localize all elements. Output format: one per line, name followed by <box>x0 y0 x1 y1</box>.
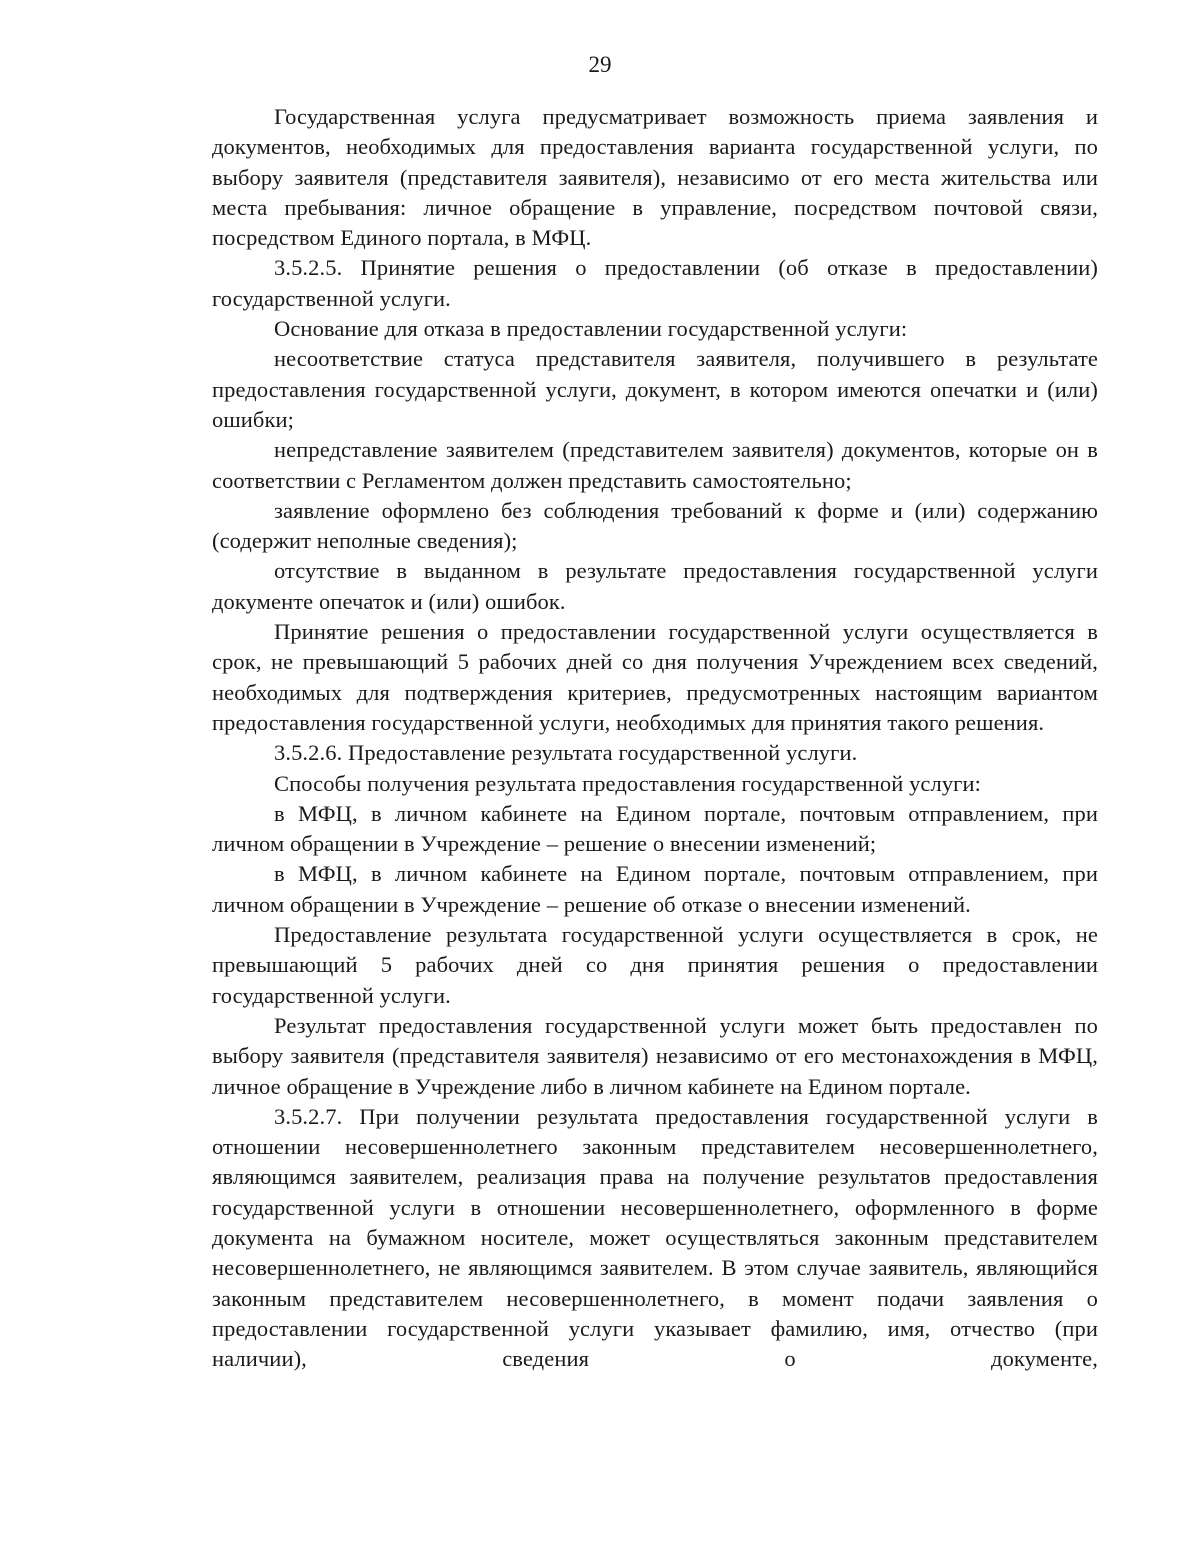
paragraph-decision-term: Принятие решения о предоставлении государственной услуги осуществляется в срок, не превышающий 5 рабочих дней со дня получения Учреждением всех сведений, необходимых для подтверждения критериев, предусмотренных настоящим вариантом предоставления государственной услуги, необходимых для принятия такого решения. <box>212 619 1098 735</box>
paragraph-refusal-ground-documents: непредставление заявителем (представителем заявителя) документов, которые он в соответствии с Регламентом должен представить самостоятельно; <box>212 437 1098 493</box>
paragraph-result-methods-heading: Способы получения результата предоставления государственной услуги: <box>274 770 982 796</box>
paragraph-refusal-ground-no-errors: отсутствие в выданном в результате предоставления государственной услуги документе опечаток и (или) ошибок. <box>212 558 1098 614</box>
paragraph-section-3-5-2-5: 3.5.2.5. Принятие решения о предоставлении (об отказе в предоставлении) государственной услуги. <box>212 255 1098 311</box>
paragraph-refusal-grounds-heading: Основание для отказа в предоставлении государственной услуги: <box>274 316 908 342</box>
paragraph-result-term: Предоставление результата государственной услуги осуществляется в срок, не превышающий 5 рабочих дней со дня принятия решения о предоставлении государственной услуги. <box>212 922 1098 1008</box>
paragraph-result-method-refusal: в МФЦ, в личном кабинете на Едином портале, почтовым отправлением, при личном обращении в Учреждение – решение об отказе о внесении изменений. <box>212 861 1098 917</box>
paragraph-section-3-5-2-7: 3.5.2.7. При получении результата предоставления государственной услуги в отношении несовершеннолетнего законным представителем несовершеннолетнего, являющимся заявителем, реализация права на получение результатов предоставления государственной услуги в отношении несовершеннолетнего, оформленного в форме документа на бумажном носителе, может осуществляться законным представителем несовершеннолетнего, не являющимся заявителем. В этом случае заявитель, являющийся законным представителем несовершеннолетнего, в момент подачи заявления о предоставлении государственной услуги указывает фамилию, имя, отчество (при наличии), сведения о документе, <box>212 1103 1098 1372</box>
paragraph-refusal-ground-status: несоответствие статуса представителя заявителя, получившего в результате предоставления государственной услуги, документ, в котором имеются опечатки и (или) ошибки; <box>212 346 1098 432</box>
paragraph-result-delivery: Результат предоставления государственной услуги может быть предоставлен по выбору заявителя (представителя заявителя) независимо от его местонахождения в МФЦ, личное обращение в Учреждение либо в личном кабинете на Едином портале. <box>212 1012 1098 1099</box>
page-number: 29 <box>588 52 612 77</box>
paragraph-refusal-ground-form: заявление оформлено без соблюдения требований к форме и (или) содержанию (содержит неполные сведения); <box>212 497 1098 554</box>
paragraph-result-method-changes: в МФЦ, в личном кабинете на Едином портале, почтовым отправлением, при личном обращении в Учреждение – решение о внесении изменений; <box>212 800 1098 857</box>
document-body <box>212 102 1098 1374</box>
paragraph-section-3-5-2-6: 3.5.2.6. Предоставление результата государственной услуги. <box>274 740 858 766</box>
paragraph-intake-options: Государственная услуга предусматривает возможность приема заявления и документов, необходимых для предоставления варианта государственной услуги, по выбору заявителя (представителя заявителя), независимо от его места жительства или места пребывания: личное обращение в управление, посредством почтовой связи, посредством Единого портала, в МФЦ. <box>212 104 1098 251</box>
